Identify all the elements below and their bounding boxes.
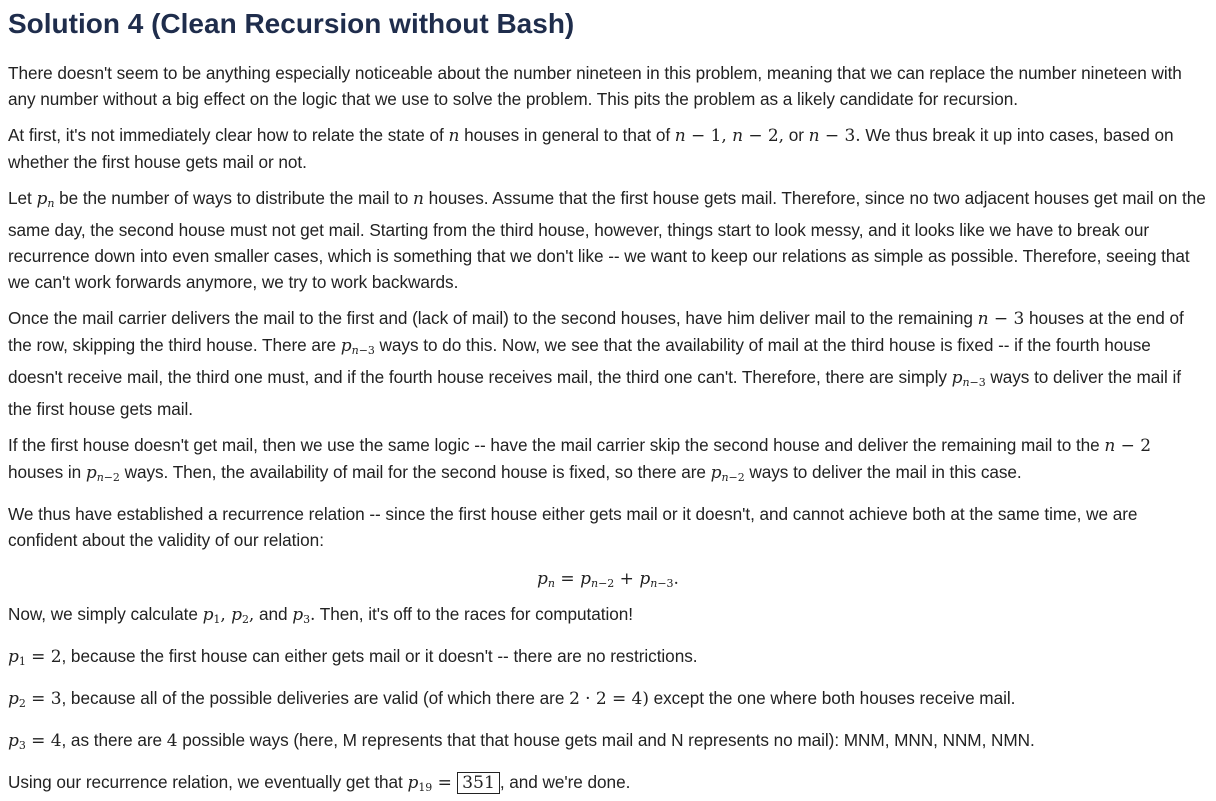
text-segment: Then, it's off to the races for computation!	[315, 604, 633, 624]
math-n-minus-list: n − 1, n − 2,	[674, 126, 785, 146]
math-p3: $p_3$.	[292, 605, 316, 626]
math-p19: $p_{19}$ =	[407, 773, 458, 794]
paragraph-p3	[8, 727, 1208, 759]
text-segment: ways to deliver the mail in this case.	[744, 462, 1022, 482]
text-segment: Once the mail carrier delivers the mail to the first and (lack of mail) to the second houses, have him deliver mail to the remaining	[8, 308, 978, 328]
text-segment: Using our recurrence relation, we eventually get that	[8, 772, 408, 792]
paragraph-conclusion	[8, 769, 1208, 801]
paragraph-first-gets-mail	[8, 305, 1208, 422]
paragraph-first-no-mail	[8, 432, 1208, 491]
text-segment: , as there are	[61, 730, 167, 750]
text-segment: , and we're done.	[499, 772, 631, 792]
text-segment: Let	[8, 188, 37, 208]
paragraph-define-pn	[8, 185, 1208, 295]
text-segment: houses at the end of the row, skipping the third house. There are	[8, 308, 1184, 355]
math-n-minus-3: n − 3	[977, 309, 1025, 329]
text-segment: houses in general to that of	[459, 125, 675, 145]
paragraph-intro: There doesn't seem to be anything especially noticeable about the number nineteen in this problem, meaning that we can replace the number nineteen with any number without a big effect on the logic that we use to solve the problem. This pits the problem as a likely candidate for recursion.	[8, 63, 1182, 109]
paragraph-p1	[8, 643, 1208, 675]
math-n: n	[413, 189, 424, 209]
text-segment: and	[254, 604, 293, 624]
text-segment: except the one where both houses receive mail.	[648, 688, 1016, 708]
math-p3: $p_3 = 4$	[8, 731, 62, 752]
paragraph-cases: At first, it's not immediately clear how to relate the state of n houses in general to that of n − 1, n − 2, or n − 3. We thus break it up into cases, based on whether the first house gets mail or not.	[8, 125, 1174, 172]
math-p-n-minus-3: $p_{n-3}$	[340, 336, 375, 357]
text-segment: possible ways (here, M represents that that house gets mail and N represents no mail): MNM, MNN, NNM, NMN.	[177, 730, 1035, 750]
math-p1-p2: $p_1$, $p_2$,	[202, 605, 255, 626]
text-segment: Now, we simply calculate	[8, 604, 203, 624]
math-product: 2 · 2 = 4)	[569, 689, 649, 709]
math-pn: $p_n$	[36, 189, 55, 210]
text-segment: houses in	[8, 462, 86, 482]
paragraph-p2	[8, 685, 1208, 717]
paragraph-recurrence-intro: We thus have established a recurrence relation -- since the first house either gets mail or it doesn't, and cannot achieve both at the same time, we are confident about the validity of our relation:	[8, 504, 1138, 550]
page-title: Solution 4 (Clean Recursion without Bash)	[8, 8, 575, 39]
text-segment: houses. Assume that the first house gets mail. Therefore, since no two adjacent houses get mail on the same day, the second house must not get mail. Starting from the third house, however, things start to look messy, and it looks like we have to break our recurrence down into even smaller cases, which is something that we don't like -- we want to keep our relations as simple as possible. Therefore, seeing that we can't work forwards anymore, we try to work backwards.	[8, 188, 1206, 292]
text-segment: be the number of ways to distribute the mail to	[54, 188, 414, 208]
math-p-n-minus-2: $p_{n-2}$	[85, 463, 120, 484]
math-p1: $p_1 = 2$	[8, 647, 62, 668]
text-segment: We thus break it up into cases, based on whether the first house gets mail or not.	[8, 125, 1174, 172]
math-p2: $p_2 = 3$	[8, 689, 62, 710]
text-segment: , because the first house can either gets mail or it doesn't -- there are no restrictions.	[61, 646, 698, 666]
text-segment: ways to deliver the mail if the first house gets mail.	[8, 367, 1182, 419]
text-segment: If the first house doesn't get mail, then we use the same logic -- have the mail carrier skip the second house and deliver the remaining mail to the	[8, 435, 1105, 455]
math-n-minus-2: n − 2	[1104, 436, 1151, 456]
math-four: 4	[166, 731, 178, 751]
text-segment: , because all of the possible deliveries are valid (of which there are	[61, 688, 570, 708]
recurrence-equation: $p_n = p_{n-2} + p_{n-3}$.	[537, 569, 679, 590]
text-segment: ways to do this. Now, we see that the availability of mail at the third house is fixed -- if the fourth house doesn't receive mail, the third one must, and if the fourth house receives mail, the third one can't. Therefore, there are simply	[8, 335, 1151, 387]
math-n-minus-3: n − 3.	[808, 126, 861, 146]
text-segment: At first, it's not immediately clear how to relate the state of	[8, 125, 449, 145]
math-p-n-minus-3: $p_{n-3}$	[951, 368, 986, 389]
math-n: n	[448, 126, 460, 146]
paragraph-calculate	[8, 601, 1208, 633]
text-segment: ways. Then, the availability of mail for the second house is fixed, so there are	[119, 462, 711, 482]
answer-box: 351	[457, 772, 500, 794]
math-p-n-minus-2: $p_{n-2}$	[710, 463, 745, 484]
